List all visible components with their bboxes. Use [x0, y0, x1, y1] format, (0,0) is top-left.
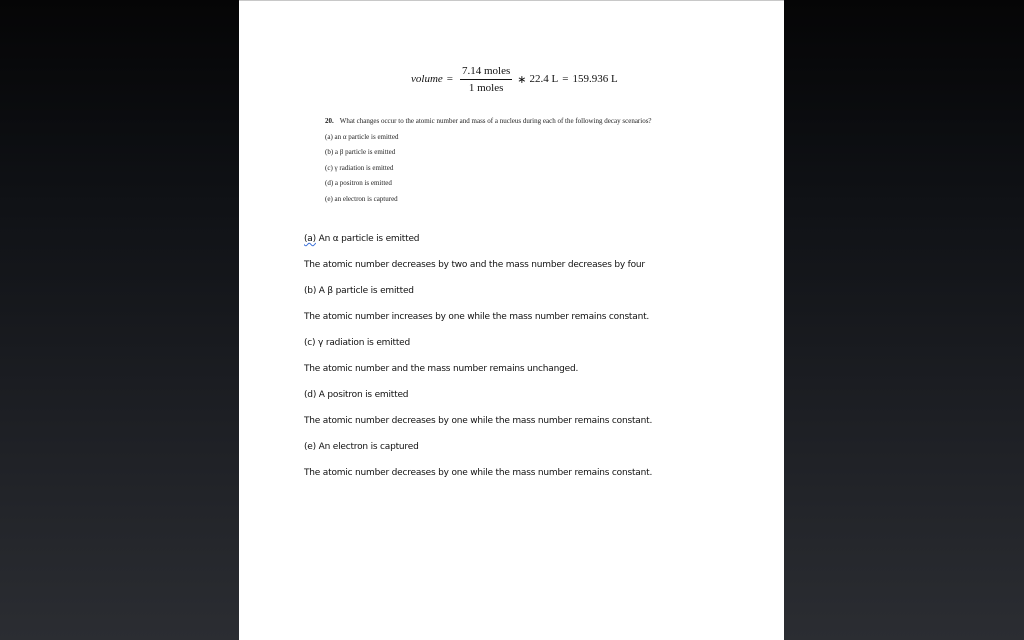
answer-heading-text: A positron is emitted: [316, 390, 409, 400]
result-equals-sign: =: [562, 73, 569, 85]
answers-block: [304, 231, 652, 491]
volume-equation: [411, 61, 618, 97]
multiplier: 22.4 L: [529, 73, 559, 85]
answer-heading-text: An α particle is emitted: [315, 234, 420, 244]
question-option: (a) an α particle is emitted: [325, 132, 399, 141]
answer-label: (d): [304, 390, 317, 400]
answer-heading: [304, 231, 652, 257]
equation-lhs: volume: [411, 73, 443, 85]
answer-text: The atomic number decreases by one while the mass number remains constant.: [304, 416, 653, 426]
answer-heading: [304, 283, 652, 309]
answer-heading-text: An electron is captured: [315, 442, 419, 452]
question-prompt: [325, 114, 652, 130]
fraction-numerator: [460, 65, 512, 80]
question-option: (d) a positron is emitted: [325, 179, 392, 187]
answer-label: (c): [304, 338, 316, 348]
answer-text: The atomic number decreases by one while the mass number remains constant.: [304, 468, 653, 478]
document-page: [239, 0, 784, 640]
question-option: (b) a β particle is emitted: [325, 148, 396, 156]
answer-label: (a): [304, 234, 316, 244]
question-text: What changes occur to the atomic number and mass of a nucleus during each of the following decay scenarios?: [339, 117, 652, 125]
equals-sign: =: [446, 73, 453, 85]
fraction: [460, 65, 512, 94]
question-option: (c) γ radiation is emitted: [325, 163, 394, 172]
answer-label: (e): [304, 442, 316, 452]
fraction-denominator: [469, 80, 504, 94]
question-number: 20.: [325, 117, 334, 125]
answer-heading: [304, 335, 652, 361]
denominator-text: 1 moles: [468, 81, 504, 94]
equation-result: 159.936 L: [572, 73, 618, 85]
answer-text: The atomic number increases by one while the mass number remains constant.: [304, 312, 650, 322]
answer-text: The atomic number decreases by two and the mass number decreases by four: [304, 260, 645, 270]
answer-text: The atomic number and the mass number remains unchanged.: [304, 364, 579, 374]
answer-heading: [304, 387, 652, 413]
question-option: (e) an electron is captured: [325, 194, 398, 203]
answer-heading-text: A β particle is emitted: [316, 286, 414, 296]
answer-heading-text: γ radiation is emitted: [315, 338, 411, 348]
answer-heading: [304, 439, 652, 465]
question-block: [325, 114, 652, 207]
numerator-text: 7.14 moles: [461, 64, 511, 77]
answer-label: (b): [304, 286, 317, 296]
multiply-operator: ∗: [517, 73, 527, 86]
